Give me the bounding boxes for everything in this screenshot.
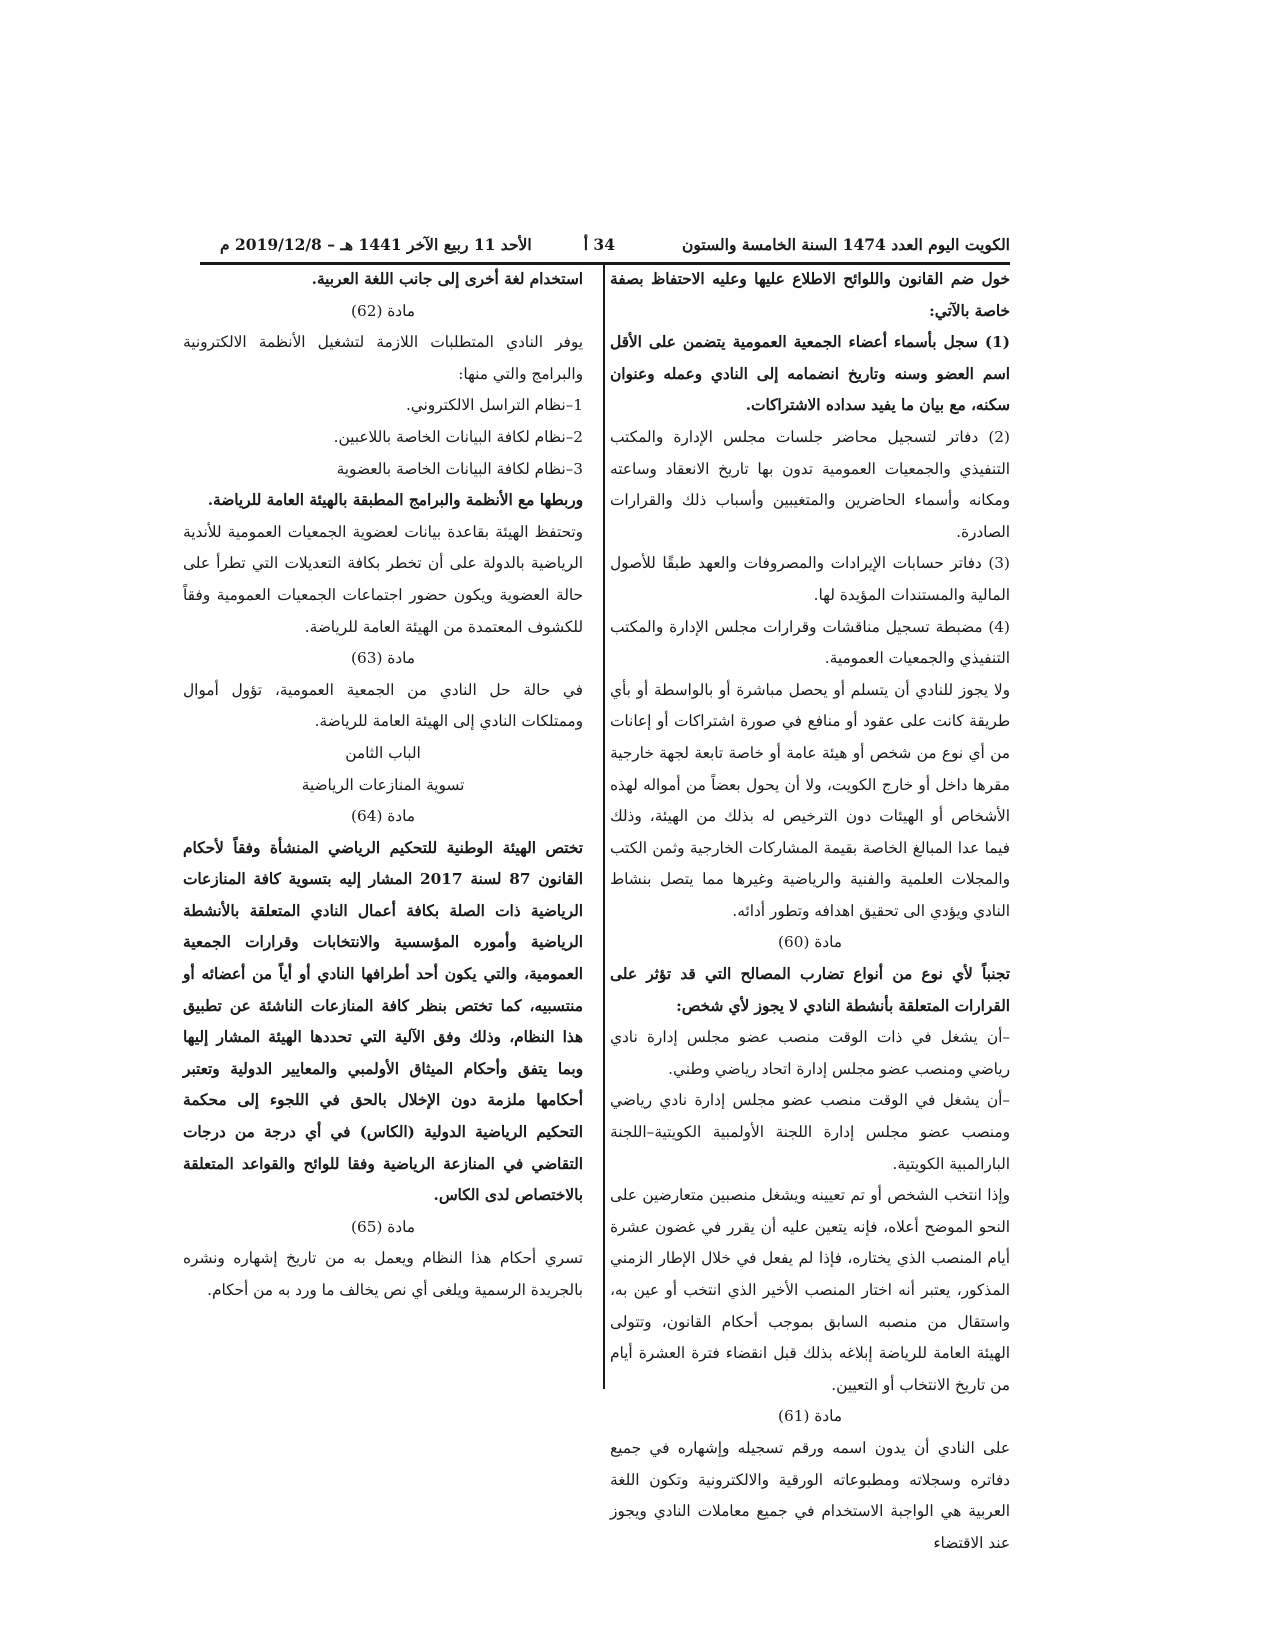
article-heading: مادة (61) (778, 1407, 842, 1426)
list-item: 1–نظام التراسل الالكتروني. (405, 396, 583, 415)
paragraph: وإذا انتخب الشخص أو تم تعيينه ويشغل منصبين متعارضين على النحو الموضح أعلاه، فإنه يتعين عليه أن يقرر في غضون عشرة أيام المنصب الذي يختاره، فإذا لم يفعل في خلال الإطار الزمني المذكور، يعتبر أنه اختار المنصب الأخير الذي انتخب أو عين به، واستقال من منصبه السابق بموجب أحكام القانون، وتتولى الهيئة العامة للرياضة إبلاغه بذلك قبل انقضاء فترة العشرة أيام من تاريخ الانتخاب أو التعيين. (610, 1186, 1010, 1394)
paragraph: في حالة حل النادي من الجمعية العمومية، تؤول أموال وممتلكات النادي إلى الهيئة العامة للرياضة. (183, 680, 583, 731)
column-divider (603, 264, 605, 1389)
paragraph: على النادي أن يدون اسمه ورقم تسجيله وإشهاره في جميع دفاتره وسجلاته ومطبوعاته الورقية والالكترونية وتكون اللغة العربية هي الواجبة الاستخدام في جميع معاملات النادي ويجوز عند الاقتضاء (610, 1438, 1010, 1552)
article-heading: مادة (64) (351, 807, 415, 826)
paragraph: وتحتفظ الهيئة بقاعدة بيانات لعضوية الجمعيات العمومية للأندية الرياضية بالدولة على أن تخطر بكافة التعديلات التي تطرأ على حالة العضوية ويكون حضور اجتماعات الجمعيات العمومية وفقاً للكشوف المعتمدة من الهيئة العامة للرياضة. (183, 522, 583, 636)
list-item: –أن يشغل في ذات الوقت منصب عضو مجلس إدارة نادي رياضي ومنصب عضو مجلس إدارة اتحاد رياضي وطني. (610, 1028, 1010, 1078)
paragraph: يوفر النادي المتطلبات اللازمة لتشغيل الأنظمة الالكترونية والبرامج والتي منها: (183, 333, 583, 383)
chapter-subtitle: تسوية المنازعات الرياضية (301, 775, 465, 794)
list-item: 2–نظام لكافة البيانات الخاصة باللاعبين. (333, 427, 583, 446)
issue-date: الأحد 11 ربيع الآخر 1441 هـ – 2019/12/8 م (220, 235, 532, 254)
left-column (183, 264, 583, 1307)
right-column (610, 264, 1010, 1559)
list-item: 3–نظام لكافة البيانات الخاصة بالعضوية (336, 459, 583, 478)
paragraph: تختص الهيئة الوطنية للتحكيم الرياضي المنشأة وفقاً لأحكام القانون 87 لسنة 2017 المشار إليه بتسوية كافة المنازعات الرياضية ذات الصلة بكافة أعمال النادي المتعلقة بالأنشطة الرياضية وأموره المؤسسية والانتخابات وقرارات الجمعية العمومية، والتي يكون أحد أطرافها النادي أو أياً من أعضائه أو منتسبيه، كما تختص بنظر كافة المنازعات الناشئة عن تطبيق هذا النظام، وذلك وفق الآلية التي تحددها الهيئة المشار إليها وبما يتفق وأحكام الميثاق الأولمبي والمعايير الدولية وتعتبر أحكامها ملزمة دون الإخلال بالحق في اللجوء إلى محكمة التحكيم الرياضية الدولية (الكاس) في أي درجة من درجات التقاضي في المنازعة الرياضية وفقا للوائح والقواعد المتعلقة بالاختصاص لدى الكاس. (183, 838, 584, 1205)
paragraph: تجنباً لأي نوع من أنواع تضارب المصالح التي قد تؤثر على القرارات المتعلقة بأنشطة النادي لا يجوز لأي شخص: (610, 965, 1010, 1015)
article-heading: مادة (65) (351, 1217, 415, 1236)
list-item: (3) دفاتر حسابات الإيرادات والمصروفات والعهد طبقًا للأصول المالية والمستندات المؤيدة لها. (610, 554, 1010, 604)
article-heading: مادة (60) (778, 933, 842, 952)
page-number: 34 أ (583, 235, 615, 254)
list-item: (4) مضبطة تسجيل مناقشات وقرارات مجلس الإدارة والمكتب التنفيذي والجمعيات العمومية. (610, 617, 1010, 668)
paragraph: تسري أحكام هذا النظام ويعمل به من تاريخ إشهاره ونشره بالجريدة الرسمية ويلغى أي نص يخالف ما ورد به من أحكام. (183, 1249, 583, 1299)
paragraph: وربطها مع الأنظمة والبرامج المطبقة بالهيئة العامة للرياضة. (207, 491, 583, 510)
paragraph: خول ضم القانون واللوائح الاطلاع عليها وعليه الاحتفاظ بصفة خاصة بالآتي: (610, 270, 1010, 320)
list-item: –أن يشغل في الوقت منصب عضو مجلس إدارة نادي رياضي ومنصب عضو مجلس إدارة اللجنة الأولمبية الكويتية–اللجنة البارالمبية الكويتية. (610, 1091, 1010, 1173)
page-header (200, 228, 1010, 265)
article-heading: مادة (62) (351, 301, 415, 320)
paragraph: ولا يجوز للنادي أن يتسلم أو يحصل مباشرة أو بالواسطة أو بأي طريقة كانت على عقود أو منافع في صورة اشتراكات أو إعانات من أي نوع من شخص أو هيئة عامة أو خاصة تابعة لجهة خارجية مقرها داخل أو خارج الكويت، ولا أن يحول بعضاً من أمواله لهذه الأشخاص أو الهيئات دون الترخيص له بذلك من الهيئة، وذلك فيما عدا المبالغ الخاصة بقيمة المشاركات الخارجية وثمن الكتب والمجلات العلمية والفنية والرياضية وغيرها مما يتصل بنشاط النادي ويؤدي الى تحقيق اهدافه وتطور أدائه. (610, 680, 1010, 920)
article-heading: مادة (63) (351, 649, 415, 668)
list-item: (2) دفاتر لتسجيل محاضر جلسات مجلس الإدارة والمكتب التنفيذي والجمعيات العمومية تدون بها تاريخ الانعقاد وساعته ومكانه وأسماء الحاضرين والمتغيبين وأسباب ذلك والقرارات الصادرة. (610, 427, 1010, 541)
list-item: (1) سجل بأسماء أعضاء الجمعية العمومية يتضمن على الأقل اسم العضو وسنه وتاريخ انضمامه إلى النادي وعمله وعنوان سكنه، مع بيان ما يفيد سداده الاشتراكات. (610, 333, 1010, 415)
chapter-heading: الباب الثامن (345, 743, 421, 762)
publication-title: الكويت اليوم العدد 1474 السنة الخامسة والستون (682, 235, 1010, 254)
paragraph: استخدام لغة أخرى إلى جانب اللغة العربية. (311, 270, 583, 288)
